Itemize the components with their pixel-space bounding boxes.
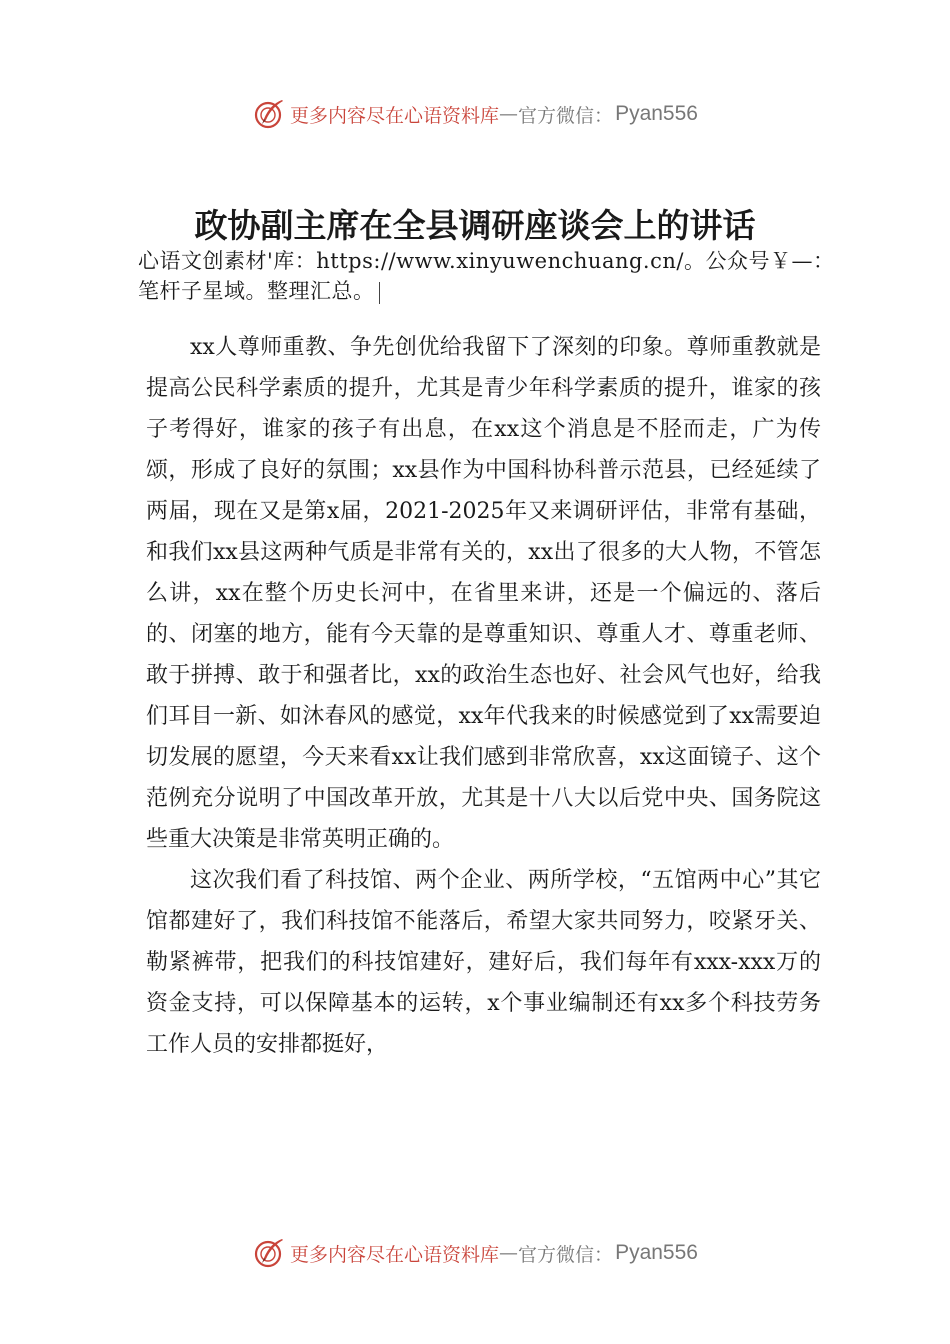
paragraph-2: 这次我们看了科技馆、两个企业、两所学校，“五馆两中心”其它馆都建好了，我们科技馆不能落后，希望大家共同努力，咬紧牙关、勒紧裤带，把我们的科技馆建好，建好后，我们每年有xxx-xxx万的资金支持，可以保障基本的运转，x个事业编制还有xx多个科技劳务工作人员的安排都挺好， bbox=[146, 868, 821, 1057]
feather-pen-logo-icon bbox=[252, 97, 286, 131]
banner-slogan: 更多内容尽在心语资料库 bbox=[290, 1243, 500, 1266]
source-note bbox=[138, 246, 838, 306]
paragraph-1: xx人尊师重教、争先创优给我留下了深刻的印象。尊师重教就是提高公民科学素质的提升，尤其是青少年科学素质的提升，谁家的孩子考得好，谁家的孩子有出息，在xx这个消息是不胫而走，广为传颂，形成了良好的氛围；xx县作为中国科协科普示范县，已经延续了两届，现在又是第x届，2021-2025年又来调研评估，非常有基础，和我们xx县这两种气质是非常有关的，xx出了很多的大人物，不管怎么讲，xx在整个历史长河中，在省里来讲，还是一个偏远的、落后的、闭塞的地方，能有今天靠的是尊重知识、尊重人才、尊重老师、敢于拼搏、敢于和强者比，xx的政治生态也好、社会风气也好，给我们耳目一新、如沐春风的感觉，xx年代我来的时候感觉到了xx需要迫切发展的愿望，今天来看xx让我们感到非常欣喜，xx这面镜子、这个范例充分说明了中国改革开放，尤其是十八大以后党中央、国务院这些重大决策是非常英明正确的。 bbox=[146, 335, 821, 852]
banner-wechat-label: 官方微信： bbox=[518, 104, 614, 127]
banner-wechat-id: Pyan556 bbox=[615, 102, 698, 125]
feather-pen-logo-icon bbox=[252, 1236, 286, 1270]
document-title: 政协副主席在全县调研座谈会上的讲话 bbox=[194, 206, 756, 245]
header-banner bbox=[0, 94, 950, 134]
banner-slogan: 更多内容尽在心语资料库 bbox=[290, 104, 500, 127]
banner-separator: — bbox=[499, 103, 519, 125]
footer-banner bbox=[0, 1233, 950, 1273]
banner-wechat-id: Pyan556 bbox=[615, 1241, 698, 1264]
document-body bbox=[146, 327, 821, 1065]
banner-wechat-label: 官方微信： bbox=[518, 1243, 614, 1266]
banner-separator: — bbox=[499, 1242, 519, 1264]
source-note-text: 心语文创素材'库：https://www.xinyuwenchuang.cn/。公众号￥—：笔杆子星域。整理汇总。 bbox=[138, 249, 835, 303]
text-cursor bbox=[379, 282, 380, 304]
